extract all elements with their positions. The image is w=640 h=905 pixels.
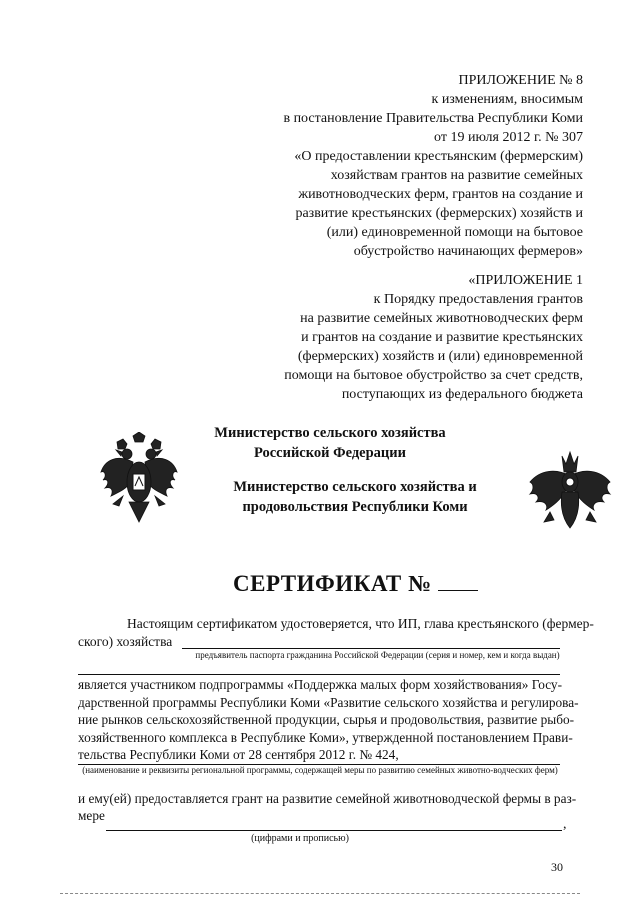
program-field-note: (наименование и реквизиты региональной программы, содержащей меры по развитию семейных животно-водческих ферм) [82,765,558,775]
divider-line [78,674,560,675]
amount-field-comma: , [563,817,567,832]
holder-field-line [182,648,560,649]
para2-line: дарственной программы Республики Коми «Развитие сельского хозяйства и регулирова- [78,694,579,710]
header-line: обустройство начинающих фермеров» [353,244,583,259]
header-line: к изменениям, вносимым [431,92,583,107]
komi-ministry-title [215,477,495,517]
appendix-block [163,271,583,404]
para2-block [78,676,579,764]
appendix-line: и грантов на создание и развитие крестьянских [301,330,583,345]
certificate-number-field [438,570,478,591]
amount-field-line [106,830,562,831]
para2-line: хозяйственного комплекса в Республике Коми», утвержденной постановлением Прави- [78,729,573,745]
para1-prefix: ского) хозяйства [78,634,173,649]
para1-line1: Настоящим сертификатом удостоверяется, что ИП, глава крестьянского (фермер- [127,616,594,631]
appendix-line: «ПРИЛОЖЕНИЕ 1 [468,273,583,288]
header-block [163,71,583,261]
appendix-line: поступающих из федерального бюджета [341,387,583,402]
appendix-line: (фермерских) хозяйств и (или) единовременной [297,349,583,364]
para3-line2: мере [78,808,105,823]
federal-ministry-line: Российской Федерации [253,445,406,461]
header-line: хозяйствам грантов на развитие семейных [330,168,583,183]
header-line: животноводческих ферм, грантов на создание и [298,187,583,202]
komi-emblem-icon [526,450,614,530]
russia-emblem-icon [97,432,181,526]
komi-ministry-line: продовольствия Республики Коми [242,499,468,515]
scan-edge-line [60,893,580,894]
header-line: (или) единовременной помощи на бытовое [326,225,583,240]
federal-ministry-line: Министерство сельского хозяйства [214,425,446,441]
para1-line2 [78,632,172,651]
certificate-title-text: СЕРТИФИКАТ № [233,571,432,596]
para2-line: ние рынков сельскохозяйственной продукции, сырья и продовольствия, развитие рыбо- [78,712,575,727]
amount-field-note: (цифрами и прописью) [251,833,349,844]
para2-line: является участником подпрограммы «Поддержка малых форм хозяйствования» Госу- [78,677,562,692]
appendix-line: на развитие семейных животноводческих ферм [300,311,583,326]
page-number: 30 [551,860,563,874]
para2-line: тельства Республики Коми от 28 сентября 2012 г. № 424, [78,747,399,762]
header-line: развитие крестьянских (фермерских) хозяйств и [295,206,583,221]
para3-line1: и ему(ей) предоставляется грант на развитие семейной животноводческой фермы в раз- [78,791,577,806]
header-line: ПРИЛОЖЕНИЕ № 8 [458,73,583,88]
holder-field-note: предъявитель паспорта гражданина Российской Федерации (серия и номер, кем и когда выдан) [195,650,560,660]
federal-ministry-title [210,423,450,463]
appendix-line: помощи на бытовое обустройство за счет средств, [284,368,583,383]
appendix-line: к Порядку предоставления грантов [373,292,583,307]
header-line: в постановление Правительства Республики Коми [283,111,583,126]
header-line: от 19 июля 2012 г. № 307 [434,130,583,145]
header-line: «О предоставлении крестьянским (фермерским) [294,149,583,164]
certificate-title [233,570,478,597]
komi-ministry-line: Министерство сельского хозяйства и [233,479,477,495]
